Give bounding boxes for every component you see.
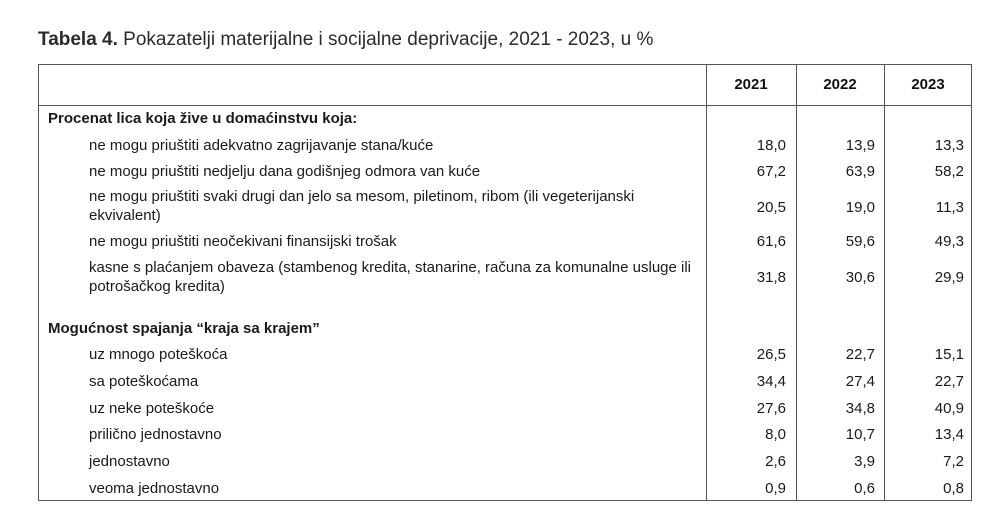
value-2021: 34,4 <box>756 373 786 390</box>
value-2022: 0,6 <box>854 480 875 497</box>
value-2022: 30,6 <box>845 269 875 286</box>
value-2022: 59,6 <box>845 233 875 250</box>
section-heading: Procenat lica koja žive u domaćinstvu koja: <box>48 110 358 127</box>
value-2023: 13,4 <box>934 426 964 443</box>
row-label: ne mogu priuštiti nedjelju dana godišnjeg odmora van kuće <box>89 163 481 180</box>
value-2021: 26,5 <box>756 346 786 363</box>
table-caption: Pokazatelji materijalne i socijalne deprivacije, 2021 - 2023, u % <box>117 29 654 50</box>
column-header-2022: 2022 <box>823 76 857 93</box>
value-2023: 0,8 <box>943 480 964 497</box>
row-label: jednostavno <box>89 453 170 470</box>
value-2022: 19,0 <box>845 199 875 216</box>
value-2023: 11,3 <box>935 199 964 216</box>
value-2021: 31,8 <box>756 269 786 286</box>
deprivation-table <box>38 64 972 501</box>
column-divider <box>796 65 797 500</box>
row-label: prilično jednostavno <box>89 426 222 443</box>
row-label: veoma jednostavno <box>89 480 220 497</box>
value-2021: 67,2 <box>756 163 786 180</box>
column-divider <box>884 65 885 500</box>
value-2023: 58,2 <box>934 163 964 180</box>
row-label: ne mogu priuštiti svaki drugi dan jelo sa mesom, piletinom, ribom (ili vegeterijanski ekvivalent) <box>89 188 635 224</box>
value-2023: 40,9 <box>934 400 964 417</box>
value-2021: 2,6 <box>765 453 786 470</box>
value-2022: 27,4 <box>845 373 875 390</box>
value-2021: 27,6 <box>756 400 786 417</box>
value-2023: 22,7 <box>934 373 964 390</box>
header-divider <box>39 105 971 106</box>
section-heading: Mogućnost spajanja “kraja sa krajem” <box>48 320 320 337</box>
value-2022: 3,9 <box>854 453 875 470</box>
value-2023: 49,3 <box>934 233 964 250</box>
row-label: sa poteškoćama <box>89 373 199 390</box>
table-number: Tabela 4. <box>38 29 118 50</box>
row-label: uz neke poteškoće <box>89 400 215 417</box>
column-header-2023: 2023 <box>911 76 945 93</box>
value-2021: 18,0 <box>756 137 786 154</box>
row-label: ne mogu priuštiti neočekivani finansijski trošak <box>89 233 397 250</box>
value-2021: 8,0 <box>765 426 786 443</box>
value-2022: 22,7 <box>845 346 875 363</box>
value-2022: 34,8 <box>845 400 875 417</box>
value-2021: 61,6 <box>756 233 786 250</box>
value-2022: 13,9 <box>845 137 875 154</box>
value-2022: 10,7 <box>845 426 875 443</box>
value-2023: 7,2 <box>943 453 964 470</box>
row-label: ne mogu priuštiti adekvatno zagrijavanje stana/kuće <box>89 137 434 154</box>
row-label: kasne s plaćanjem obaveza (stambenog kredita, stanarine, računa za komunalne usluge ili potrošačkog kredita) <box>89 259 692 295</box>
value-2021: 20,5 <box>756 199 786 216</box>
row-label: uz mnogo poteškoća <box>89 346 228 363</box>
column-header-2021: 2021 <box>734 76 768 93</box>
value-2022: 63,9 <box>845 163 875 180</box>
value-2021: 0,9 <box>765 480 786 497</box>
value-2023: 29,9 <box>934 269 964 286</box>
table-title <box>38 29 653 51</box>
value-2023: 15,1 <box>934 346 964 363</box>
value-2023: 13,3 <box>934 137 964 154</box>
